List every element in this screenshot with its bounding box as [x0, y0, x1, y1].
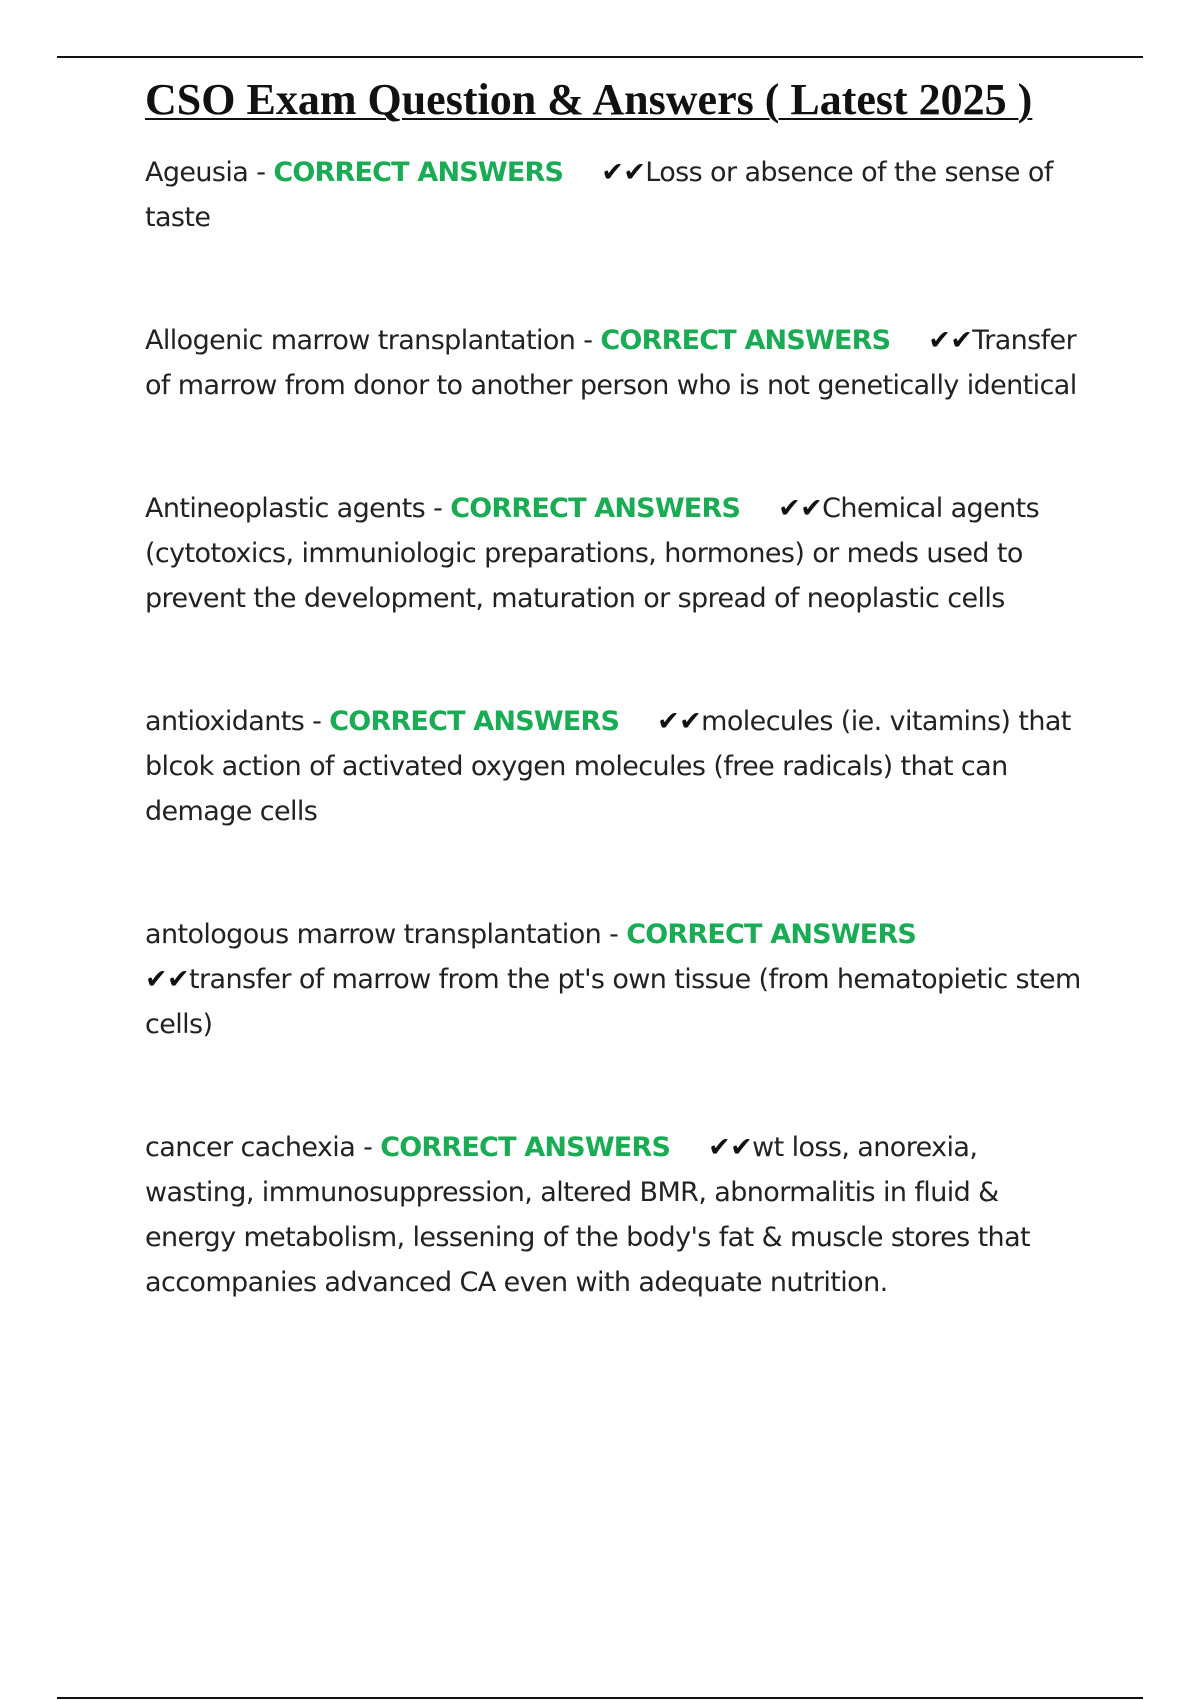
qa-separator: -	[575, 325, 601, 356]
qa-answer: Chemical agents (cytotoxics, immuniologic preparations, hormones) or meds used to prevent the development, maturation or spread of neoplastic cells	[145, 493, 1040, 614]
qa-term: antologous marrow transplantation	[145, 919, 602, 950]
qa-item-antologous	[145, 912, 1085, 1047]
qa-item-allogenic	[145, 318, 1085, 408]
qa-separator: -	[425, 493, 451, 524]
correct-answers-label: CORRECT ANSWERS	[380, 1132, 671, 1163]
qa-term: Ageusia	[145, 157, 249, 188]
bottom-rule	[57, 1697, 1143, 1699]
correct-answers-label: CORRECT ANSWERS	[600, 325, 891, 356]
qa-item-antioxidants	[145, 699, 1085, 834]
double-check-icon: ✔✔	[928, 325, 973, 356]
qa-item-antineoplastic	[145, 486, 1085, 621]
qa-term: cancer cachexia	[145, 1132, 356, 1163]
correct-answers-label: CORRECT ANSWERS	[626, 919, 917, 950]
qa-item-cachexia	[145, 1125, 1085, 1305]
double-check-icon: ✔✔	[601, 157, 646, 188]
qa-answer: molecules (ie. vitamins) that blcok action of activated oxygen molecules (free radicals) that can demage cells	[145, 706, 1071, 827]
qa-separator: -	[355, 1132, 381, 1163]
qa-separator: -	[248, 157, 274, 188]
qa-term: Allogenic marrow transplantation	[145, 325, 576, 356]
qa-answer: transfer of marrow from the pt's own tissue (from hematopietic stem cells)	[145, 964, 1081, 1040]
correct-answers-label: CORRECT ANSWERS	[450, 493, 741, 524]
double-check-icon: ✔✔	[708, 1132, 753, 1163]
document-content	[145, 72, 1085, 1305]
top-rule	[57, 56, 1143, 58]
qa-separator: -	[601, 919, 627, 950]
qa-term: antioxidants	[145, 706, 305, 737]
document-title: CSO Exam Question & Answers ( Latest 2025 )	[145, 75, 1033, 124]
qa-answer: Loss or absence of the sense of taste	[145, 157, 1053, 233]
qa-item-ageusia	[145, 150, 1085, 240]
qa-answer: wt loss, anorexia, wasting, immunosuppression, altered BMR, abnormalitis in fluid & energy metabolism, lessening of the body's fat & muscle stores that accompanies advanced CA even with adequate nutrition.	[145, 1132, 1030, 1298]
qa-term: Antineoplastic agents	[145, 493, 426, 524]
double-check-icon: ✔✔	[778, 493, 823, 524]
double-check-icon: ✔✔	[145, 964, 190, 995]
qa-answer: Transfer of marrow from donor to another person who is not genetically identical	[145, 325, 1077, 401]
correct-answers-label: CORRECT ANSWERS	[329, 706, 620, 737]
double-check-icon: ✔✔	[657, 706, 702, 737]
qa-separator: -	[304, 706, 330, 737]
correct-answers-label: CORRECT ANSWERS	[273, 157, 564, 188]
